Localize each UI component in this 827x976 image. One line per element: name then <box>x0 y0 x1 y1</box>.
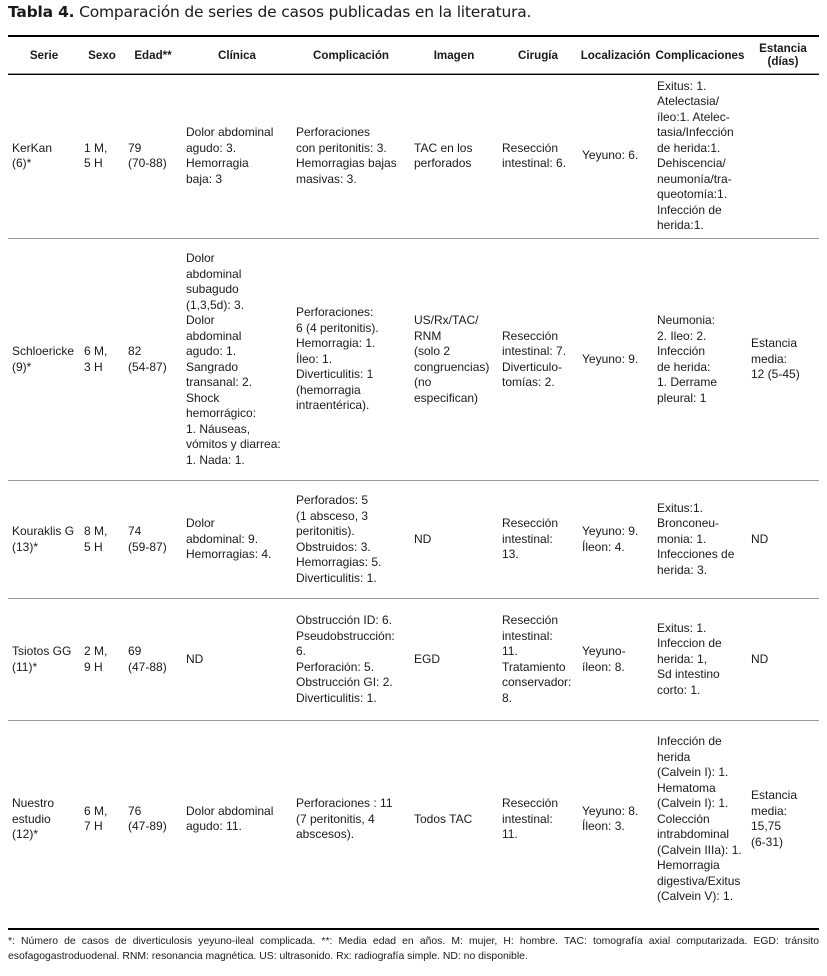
cell-line: abdominal <box>186 328 242 343</box>
cell-line: conservador: <box>502 675 572 689</box>
cell-line: Perforación: 5. <box>296 659 375 674</box>
cell-line: Exitus: 1. <box>657 78 707 93</box>
cell-localizacion <box>578 481 653 599</box>
cell-line: intestinal: 6. <box>502 156 567 170</box>
cell-line: 11. <box>502 644 518 658</box>
cell-line: ND <box>751 651 769 666</box>
cell-line: Íleon: 3. <box>582 819 625 834</box>
cell-line: Dolor <box>186 516 215 531</box>
cell-line: Shock <box>186 390 220 405</box>
cell-line: Estancia <box>751 788 798 803</box>
cell-localizacion <box>578 721 653 918</box>
cell-localizacion <box>578 239 653 481</box>
cell-line: hemorrágico: <box>186 406 257 420</box>
cell-line: Hematoma <box>657 780 716 795</box>
cell-imagen <box>410 599 498 721</box>
cell-line: 79 <box>128 140 142 155</box>
header-cell: Complicación <box>312 48 390 62</box>
cell-line: 6 M, <box>84 803 108 818</box>
cell-line: ND <box>751 531 769 546</box>
cell-line: Dolor abdominal <box>186 125 274 139</box>
cell-line: Todos TAC <box>414 811 473 826</box>
cell-line: Yeyuno: 9. <box>582 351 639 366</box>
cell-localizacion <box>578 74 653 239</box>
cell-line: TAC en los <box>414 140 473 155</box>
cell-line: agudo: 1. <box>186 344 237 358</box>
cell-line: vómitos y diarrea: <box>186 437 281 451</box>
cell-line: Hemorragia: 1. <box>296 336 376 351</box>
cell-line: peritonitis). <box>296 524 355 538</box>
cell-sexo <box>80 481 124 599</box>
cell-line: 1. Derrame <box>657 375 718 389</box>
cell-line: intestinal: <box>502 531 553 546</box>
cell-line: 6 M, <box>84 344 108 358</box>
header-cell: Edad** <box>134 48 172 62</box>
cell-line: Yeyuno: 6. <box>582 148 639 163</box>
cell-complicaciones <box>653 239 747 481</box>
table-body <box>8 74 819 918</box>
cell-sexo <box>80 239 124 481</box>
cell-line: Kouraklis G <box>12 524 75 538</box>
cell-complicacion <box>292 74 410 239</box>
cell-line: congruencias) <box>414 359 490 374</box>
cell-line: (6)* <box>12 156 32 170</box>
cell-line: 2. Ileo: 2. <box>657 328 707 343</box>
cell-line: abdominal <box>186 266 242 281</box>
cell-line: (9)* <box>12 359 32 374</box>
cell-line: 11. <box>502 827 518 841</box>
cell-edad <box>124 599 182 721</box>
cell-line: de herida: <box>657 359 711 374</box>
cell-serie <box>8 74 80 239</box>
cell-cirugia <box>498 481 578 599</box>
cell-line: intestinal: <box>502 628 553 643</box>
cell-imagen <box>410 481 498 599</box>
cell-estancia <box>747 481 819 599</box>
header-cell: Complicaciones <box>655 48 745 62</box>
cell-line: Yeyuno: 8. <box>582 803 639 818</box>
cell-line: (Calvein V): 1. <box>657 889 734 903</box>
cell-clinica <box>182 481 292 599</box>
cell-line: con peritonitis: 3. <box>296 140 387 155</box>
cell-line: corto: 1. <box>657 682 701 697</box>
cell-line: íleo:1. Atelec- <box>657 109 730 124</box>
cell-edad <box>124 721 182 918</box>
cell-edad <box>124 481 182 599</box>
cell-line: 5 H <box>84 156 103 170</box>
cell-line: 7 H <box>84 819 103 834</box>
cell-line: Obstrucción GI: 2. <box>296 675 393 689</box>
cell-imagen <box>410 239 498 481</box>
cell-line: 9 H <box>84 659 103 674</box>
cell-line: de herida:1. <box>657 140 721 155</box>
cell-line: 5 H <box>84 539 103 554</box>
cell-line: media: <box>751 351 788 366</box>
cell-line: Resección <box>502 796 559 810</box>
cell-line: Tsiotos GG <box>12 644 72 658</box>
table-row <box>8 239 819 481</box>
cell-line: 2 M, <box>84 644 108 658</box>
cell-line: Diverticulo- <box>502 359 563 374</box>
cell-line: abscesos). <box>296 827 355 841</box>
header-cell: Clínica <box>217 48 256 62</box>
header-cell: Localización <box>580 48 651 62</box>
cell-line: Nuestro <box>12 796 55 810</box>
cell-line: Sd intestino <box>657 667 720 682</box>
cell-line: Dehiscencia/ <box>657 156 726 170</box>
cell-serie <box>8 599 80 721</box>
cell-cirugia <box>498 74 578 239</box>
header-cell: Serie <box>29 48 59 62</box>
cell-complicacion <box>292 721 410 918</box>
header-row <box>8 37 819 74</box>
cell-line: 1 M, <box>84 140 108 155</box>
cell-line: Atelectasia/ <box>657 94 720 108</box>
cell-line: especifican) <box>414 390 479 405</box>
cell-line: queotomía:1. <box>657 187 728 201</box>
cell-line: Exitus: 1. <box>657 620 707 635</box>
cell-line: Hemorragias bajas <box>296 156 397 170</box>
cell-imagen <box>410 74 498 239</box>
table-row <box>8 721 819 918</box>
cell-line: Infección de <box>657 202 722 217</box>
cell-line: 1. Nada: 1. <box>186 452 245 467</box>
cell-line: Resección <box>502 613 559 627</box>
cell-line: Neumonia: <box>657 313 716 327</box>
cell-line: Estancia <box>751 336 798 351</box>
bottom-rule <box>8 928 819 930</box>
cell-line: transanal: 2. <box>186 375 253 389</box>
cell-line: Exitus:1. <box>657 500 704 515</box>
cell-line: (hemorragia <box>296 382 361 397</box>
cell-line: 15,75 <box>751 819 782 834</box>
cell-line: intraentérica). <box>296 398 370 413</box>
cell-sexo <box>80 721 124 918</box>
cell-line: (Calvein I): 1. <box>657 765 729 779</box>
cell-line: Pseudobstrucción: <box>296 628 395 643</box>
cell-line: (1,3,5d): 3. <box>186 297 245 312</box>
table-title-text: Comparación de series de casos publicadas en la literatura. <box>79 3 532 21</box>
cell-line: RNM <box>414 328 442 343</box>
cell-line: (Calvein I): 1. <box>657 796 729 810</box>
table-row <box>8 481 819 599</box>
cell-serie <box>8 239 80 481</box>
cell-line: Diverticulitis: 1. <box>296 690 377 705</box>
header-cell: Sexo <box>88 48 116 62</box>
cell-line: íleon: 8. <box>582 659 625 674</box>
cell-line: ND <box>414 531 432 546</box>
cell-line: Íleon: 4. <box>582 539 625 554</box>
cell-line: Perforaciones : 11 <box>296 796 393 810</box>
cell-line: Perforaciones: <box>296 305 374 320</box>
cell-line: Infeccion de <box>657 636 722 651</box>
cell-line: Bronconeu- <box>657 516 720 531</box>
cell-line: (1 absceso, 3 <box>296 508 369 523</box>
cell-serie <box>8 481 80 599</box>
cell-line: (Calvein IIIa): 1. <box>657 842 742 857</box>
cell-line: pleural: 1 <box>657 390 707 405</box>
cell-line: Obstrucción ID: 6. <box>296 613 393 627</box>
cell-line: tomías: 2. <box>502 375 555 389</box>
cell-line: (47-89) <box>128 819 167 834</box>
cell-line: monia: 1. <box>657 531 707 546</box>
cell-line: Íleo: 1. <box>296 351 333 366</box>
cell-line: (47-88) <box>128 659 167 674</box>
cell-line: Infección <box>657 344 706 358</box>
cell-clinica <box>182 239 292 481</box>
cell-line: 1. Náuseas, <box>186 421 251 436</box>
header-cell: Imagen <box>433 48 475 62</box>
cell-edad <box>124 239 182 481</box>
cell-complicaciones <box>653 721 747 918</box>
cell-line: agudo: 3. <box>186 140 237 155</box>
cell-line: Dolor <box>186 251 215 265</box>
cell-line: (13)* <box>12 539 39 554</box>
cell-line: media: <box>751 803 788 818</box>
cell-clinica <box>182 599 292 721</box>
cell-line: Resección <box>502 516 559 531</box>
cell-line: Obstruidos: 3. <box>296 539 371 554</box>
cell-edad <box>124 74 182 239</box>
cell-localizacion <box>578 599 653 721</box>
cell-line: Infección de <box>657 734 722 748</box>
cell-line: Tratamiento <box>502 659 566 674</box>
cell-line: (7 peritonitis, 4 <box>296 811 375 826</box>
cell-line: masivas: 3. <box>296 171 357 186</box>
cell-line: herida:1. <box>657 218 704 232</box>
cell-line: (54-87) <box>128 359 167 374</box>
cell-complicaciones <box>653 481 747 599</box>
cell-line: herida: 3. <box>657 562 708 577</box>
cell-line: Colección <box>657 811 710 826</box>
cell-line: intrabdominal <box>657 827 730 841</box>
table-row <box>8 74 819 239</box>
cell-line: (12)* <box>12 827 39 841</box>
cell-line: Yeyuno- <box>582 644 626 658</box>
cell-serie <box>8 721 80 918</box>
cell-complicaciones <box>653 74 747 239</box>
cell-line: Schloericke <box>12 344 75 358</box>
cell-line: (no <box>414 375 432 389</box>
cell-line: herida <box>657 749 691 764</box>
cell-line: agudo: 11. <box>186 819 242 834</box>
cell-line: Diverticulitis: 1 <box>296 367 374 382</box>
table-row <box>8 599 819 721</box>
cell-line: (70-88) <box>128 156 167 170</box>
cell-line: 3 H <box>84 359 103 374</box>
cell-line: (solo 2 <box>414 344 451 358</box>
cell-clinica <box>182 74 292 239</box>
cell-line: neumonía/tra- <box>657 171 732 186</box>
cell-cirugia <box>498 721 578 918</box>
cell-complicacion <box>292 599 410 721</box>
cell-line: Resección <box>502 328 559 343</box>
cell-line: digestiva/Exitus <box>657 873 741 888</box>
cell-line: Dolor abdominal <box>186 803 274 818</box>
cell-line: Hemorragia <box>186 156 249 170</box>
cell-line: 69 <box>128 644 142 658</box>
cell-line: EGD <box>414 651 441 666</box>
cell-complicacion <box>292 239 410 481</box>
cases-table <box>8 37 819 918</box>
cell-line: 12 (5-45) <box>751 367 800 382</box>
cell-line: Yeyuno: 9. <box>582 524 639 538</box>
cell-line: tasia/Infección <box>657 125 734 139</box>
cell-sexo <box>80 599 124 721</box>
cell-clinica <box>182 721 292 918</box>
cell-line: KerKan <box>12 140 53 155</box>
cell-line: ND <box>186 651 204 666</box>
cell-estancia <box>747 599 819 721</box>
cell-estancia <box>747 74 819 239</box>
header-cell: Estancia (días) <box>759 42 807 68</box>
cell-estancia <box>747 721 819 918</box>
cell-line: Diverticulitis: 1. <box>296 570 377 585</box>
cell-line: 82 <box>128 344 142 358</box>
cell-line: US/Rx/TAC/ <box>414 313 479 327</box>
cell-line: Hemorragias: 4. <box>186 547 272 562</box>
header-cell: Cirugía <box>518 48 558 62</box>
cell-line: baja: 3 <box>186 171 223 186</box>
table-title-label: Tabla 4. <box>8 3 75 21</box>
cell-complicacion <box>292 481 410 599</box>
cell-line: subagudo <box>186 282 239 296</box>
cell-imagen <box>410 721 498 918</box>
cell-line: estudio <box>12 811 51 826</box>
cell-line: (59-87) <box>128 539 167 554</box>
cell-line: 74 <box>128 524 142 538</box>
cell-line: (11)* <box>12 659 38 674</box>
cell-cirugia <box>498 599 578 721</box>
cell-line: Perforaciones <box>296 125 371 139</box>
cell-complicaciones <box>653 599 747 721</box>
footnote: *: Número de casos de diverticulosis yeyuno-ileal complicada. **: Media edad en años. M: mujer, H: hombre. TAC: tomografía axial computarizada. EGD: tránsito esofagogastroduodenal. RNM: resonancia magnética. US: ultrasonido. Rx: radiografía simple. ND: no disponible. <box>8 936 819 962</box>
cell-estancia <box>747 239 819 481</box>
cell-line: intestinal: 7. <box>502 344 567 358</box>
cell-line: 6. <box>296 644 307 658</box>
cell-line: 8. <box>502 690 513 705</box>
cell-line: Resección <box>502 140 559 155</box>
cell-line: 13. <box>502 547 519 562</box>
cell-line: 76 <box>128 803 142 818</box>
cell-line: Dolor <box>186 313 215 327</box>
table-title <box>8 3 531 21</box>
cell-line: intestinal: <box>502 811 553 826</box>
cell-line: herida: 1, <box>657 651 708 666</box>
cell-line: abdominal: 9. <box>186 531 259 546</box>
cell-line: Sangrado <box>186 359 239 374</box>
cell-line: 6 (4 peritonitis). <box>296 320 379 335</box>
cell-cirugia <box>498 239 578 481</box>
cell-line: Hemorragias: 5. <box>296 555 382 569</box>
cell-line: perforados <box>414 156 472 170</box>
cell-line: Infecciones de <box>657 547 735 562</box>
cell-sexo <box>80 74 124 239</box>
cell-line: Perforados: 5 <box>296 493 369 507</box>
cell-line: Hemorragia <box>657 858 720 872</box>
cell-line: (6-31) <box>751 834 784 849</box>
cell-line: 8 M, <box>84 524 108 538</box>
